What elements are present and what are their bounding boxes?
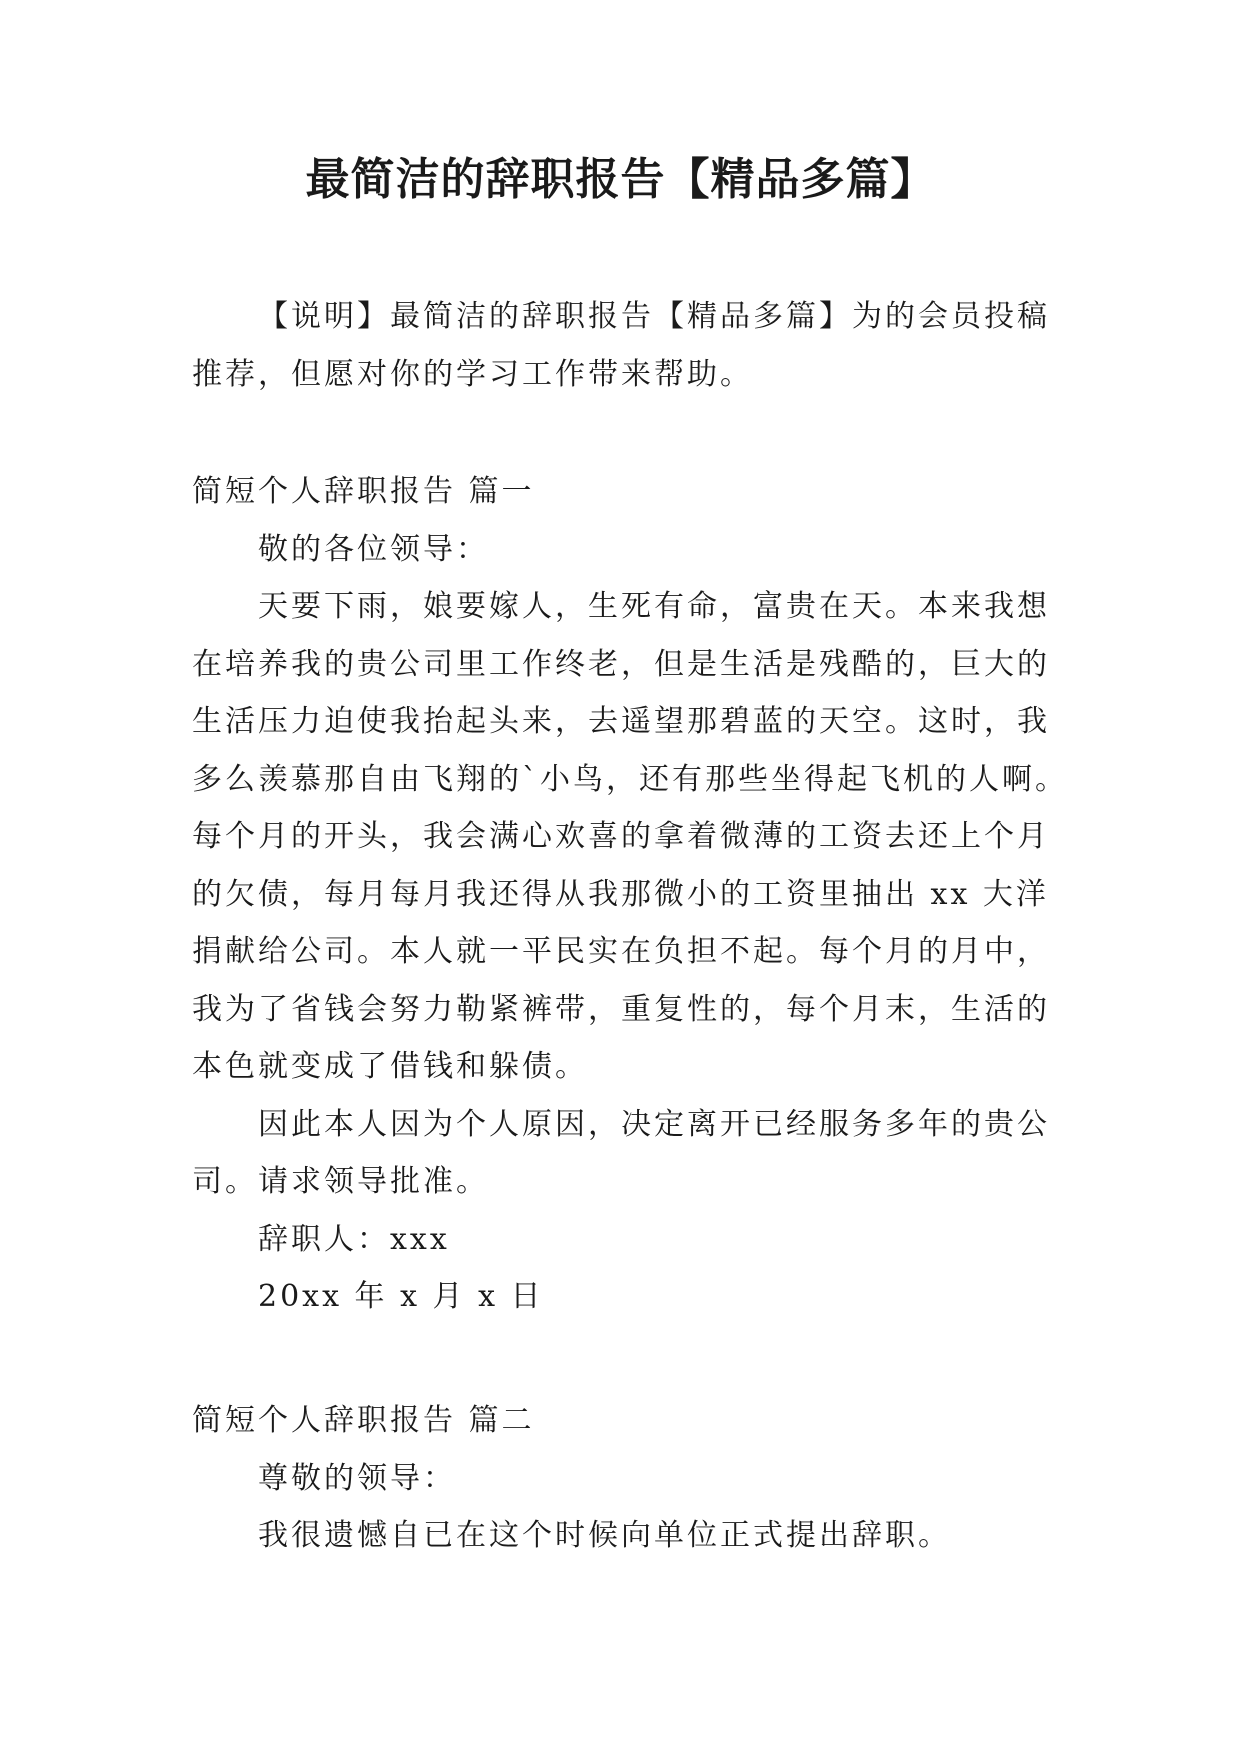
note-paragraph: 【说明】最简洁的辞职报告【精品多篇】为的会员投稿推荐，但愿对你的学习工作带来帮助。 [192,299,1050,392]
body-paragraph: 因此本人因为个人原因，决定离开已经服务多年的贵公司。请求领导批准。 [192,1106,1050,1199]
section-heading: 简短个人辞职报告 篇二 [192,1403,535,1438]
salutation: 敬的各位领导： [258,531,489,567]
signature: 辞职人：xxx [258,1221,450,1257]
section-heading: 简短个人辞职报告 篇一 [192,474,535,509]
salutation: 尊敬的领导： [258,1460,456,1496]
document-title: 最简洁的辞职报告【精品多篇】 [305,154,936,205]
date: 20xx 年 x 月 x 日 [258,1279,544,1314]
section-two [192,1392,1072,1565]
body-paragraph: 我很遗憾自已在这个时候向单位正式提出辞职。 [258,1518,951,1553]
document-note [192,288,1072,404]
section-one [192,463,1072,1326]
body-paragraph: 天要下雨，娘要嫁人，生死有命，富贵在天。本来我想在培养我的贵公司里工作终老，但是生活是残酷的，巨大的生活压力迫使我抬起头来，去遥望那碧蓝的天空。这时，我多么羡慕那自由飞翔的`小鸟，还有那些坐得起飞机的人啊。每个月的开头，我会满心欢喜的拿着微薄的工资去还上个月的欠债，每月每月我还得从我那微小的工资里抽出 xx 大洋捐献给公司。本人就一平民实在负担不起。每个月的月中，我为了省钱会努力勒紧裤带，重复性的，每个月末，生活的本色就变成了借钱和躲债。 [192,589,1068,1084]
